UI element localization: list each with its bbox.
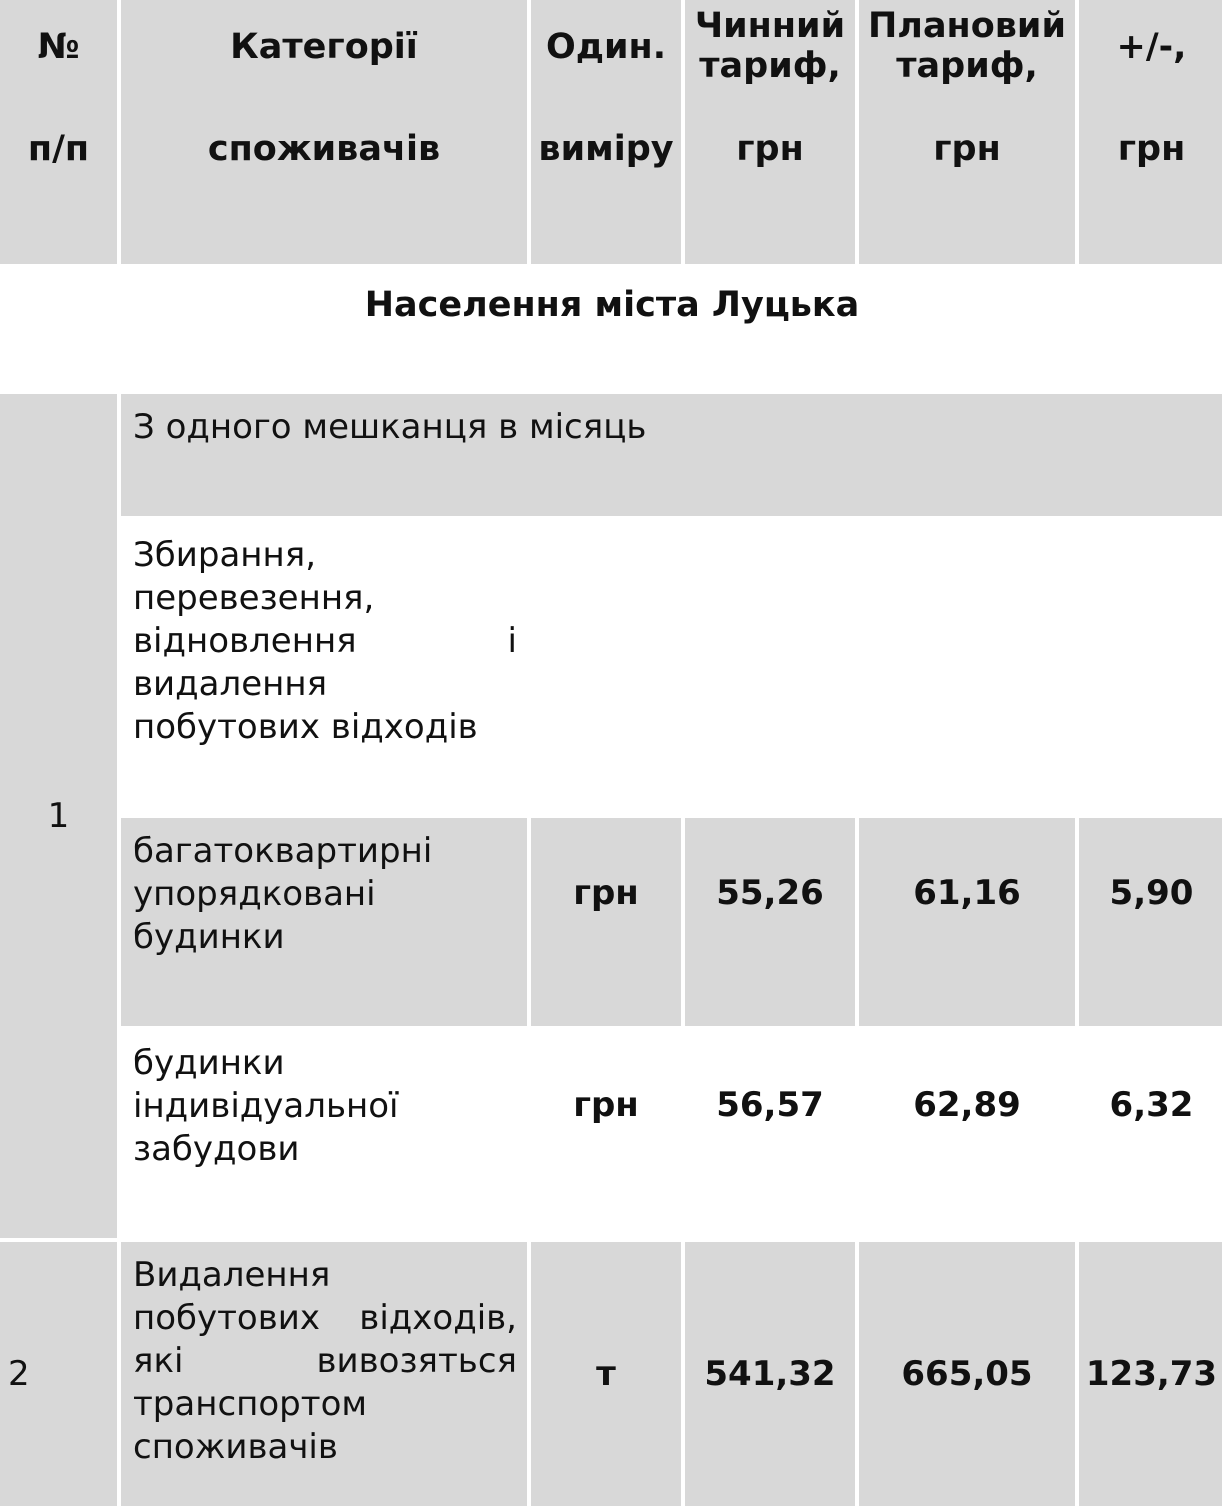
header-category [121,0,527,264]
row2-diff: 123,73 [1079,1242,1222,1506]
row1-service [121,520,527,814]
service-word: і [507,621,517,661]
service-line [133,620,517,663]
header-difference [1079,0,1222,264]
service-line: перевезення, [133,578,375,618]
row2-planned: 665,05 [859,1242,1075,1506]
category-line: багатоквартирні [133,831,433,871]
category-line: індивідуальної [133,1086,399,1126]
row1-item1-diff: 5,90 [1079,818,1222,1026]
header-current-line3: грн [736,129,804,169]
row1-service-row [0,520,1222,814]
header-diff-line1: +/-, [1116,27,1187,67]
row1-number: 1 [0,394,117,1238]
table-row [0,1030,1222,1238]
row2-category [121,1242,527,1506]
row1-item1-category [121,818,527,1026]
header-category-line2: споживачів [207,129,441,169]
service-line: видалення [133,664,328,704]
category-line: транспортом [133,1384,368,1424]
row1-item2-unit: грн [531,1030,681,1238]
row1-subtitle: З одного мешканця в місяць [121,394,1222,516]
header-number-line2: п/п [27,129,90,169]
row2-number: 2 [0,1242,117,1506]
table-row [0,818,1222,1026]
header-number [0,0,117,264]
row1-item2-planned: 62,89 [859,1030,1075,1238]
service-word: відновлення [133,621,357,661]
service-line: побутових відходів [133,707,478,747]
row1-item1-unit: грн [531,818,681,1026]
header-planned-line3: грн [933,129,1001,169]
category-line: споживачів [133,1427,338,1467]
header-diff-line2: грн [1117,129,1186,169]
row2-current: 541,32 [685,1242,855,1506]
row1-item2-category [121,1030,527,1238]
section-title: Населення міста Луцька [0,268,1222,390]
category-line: Видалення [133,1255,331,1295]
category-line: побутових відходів, [133,1298,517,1338]
header-unit-line2: виміру [538,129,674,169]
header-row [0,0,1222,264]
header-number-line1: № [37,27,80,67]
row1-service-unit [531,520,681,814]
category-line: будинки [133,1043,285,1083]
header-current-line2: тариф, [699,46,841,86]
category-line: будинки [133,917,285,957]
row1-service-planned [859,520,1075,814]
row1-service-current [685,520,855,814]
header-current-line1: Чинний [694,6,846,46]
row2-unit: т [531,1242,681,1506]
header-unit-line1: Один. [545,27,667,67]
row1-service-diff [1079,520,1222,814]
category-line: які вивозяться [133,1341,517,1381]
header-unit [531,0,681,264]
row1-subtitle-row [0,394,1222,516]
header-planned-line1: Плановий [868,6,1066,46]
category-line: забудови [133,1129,300,1169]
section-row [0,268,1222,390]
table-row [0,1242,1222,1506]
header-planned-line2: тариф, [896,46,1038,86]
header-planned-tariff [859,0,1075,264]
row1-item1-current: 55,26 [685,818,855,1026]
category-line: упорядковані [133,874,376,914]
header-category-line1: Категорії [230,27,418,67]
row1-item2-diff: 6,32 [1079,1030,1222,1238]
header-current-tariff [685,0,855,264]
service-line: Збирання, [133,535,316,575]
row1-item1-planned: 61,16 [859,818,1075,1026]
row1-item2-current: 56,57 [685,1030,855,1238]
